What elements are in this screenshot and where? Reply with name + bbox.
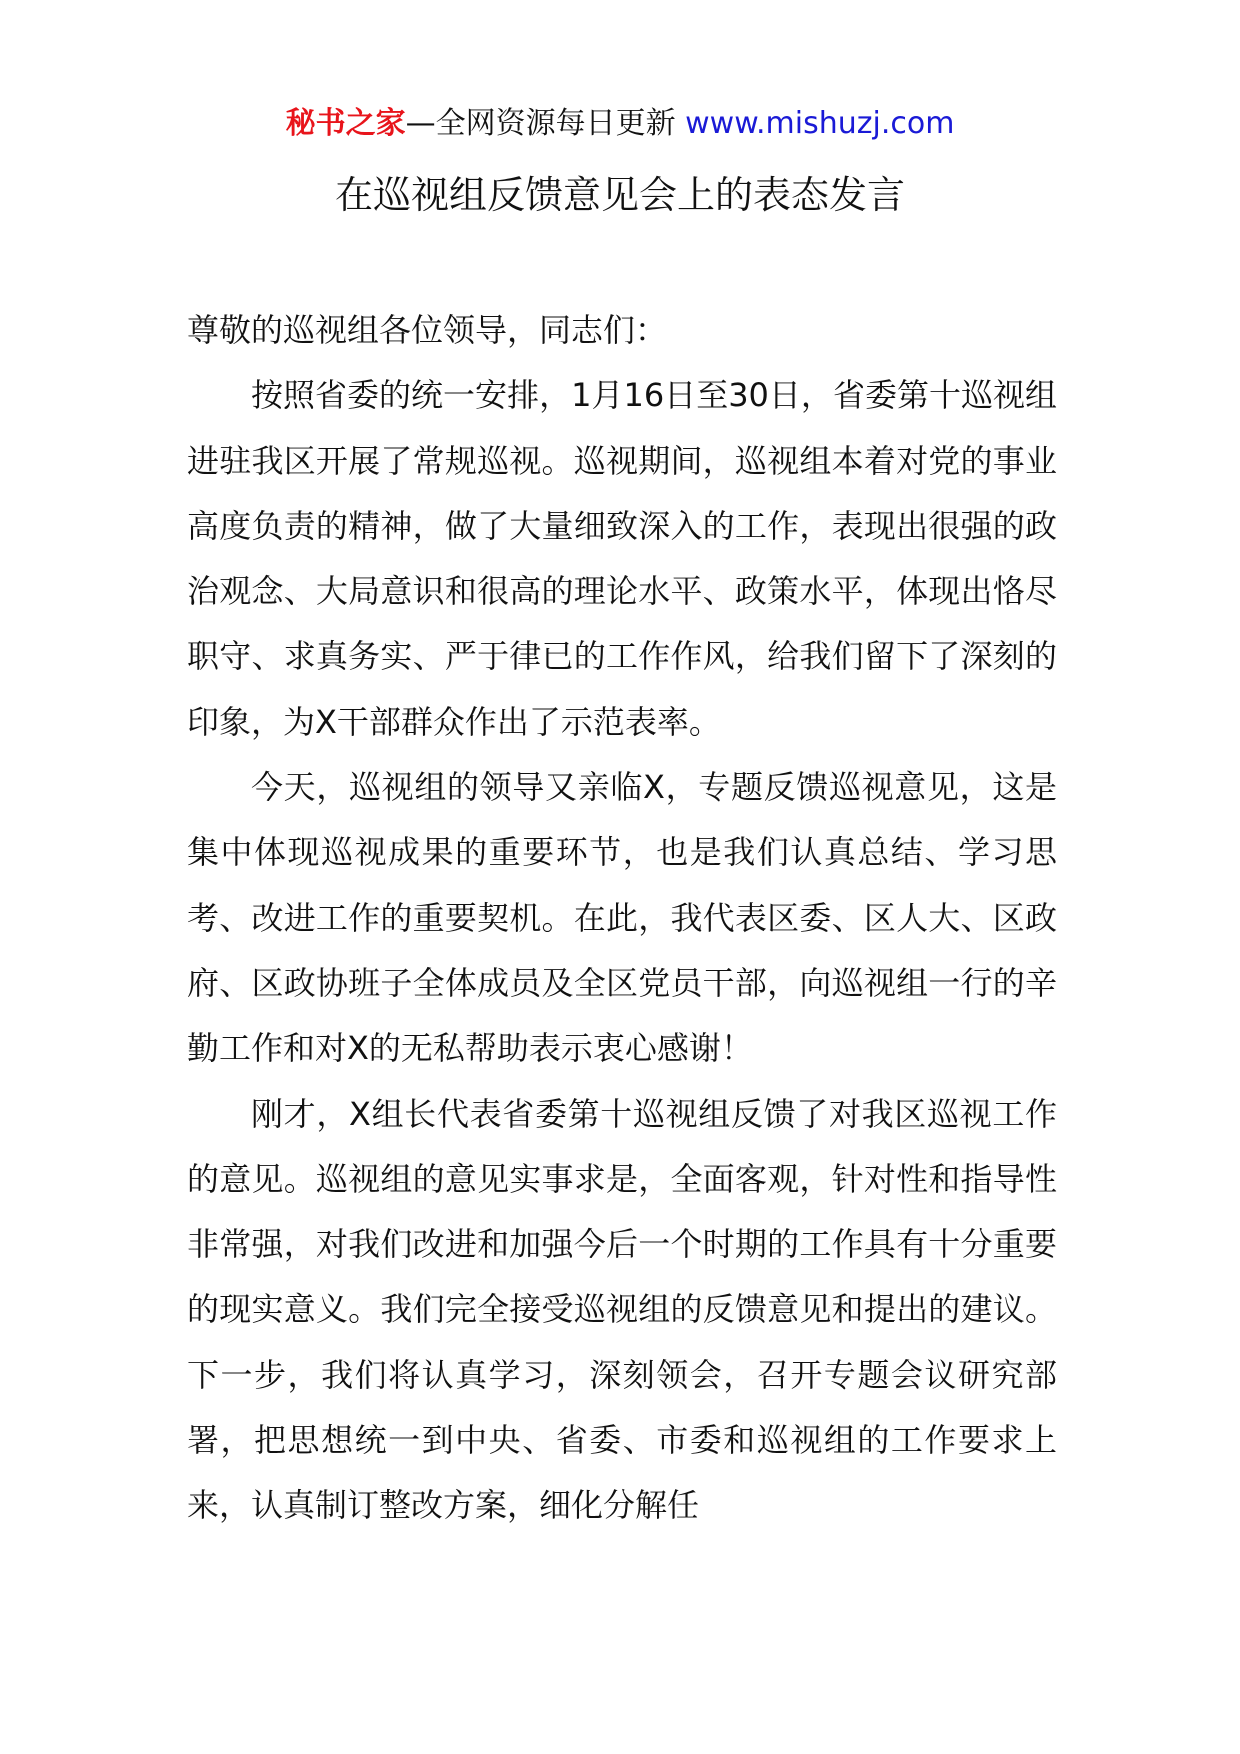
site-header xyxy=(0,104,1240,144)
brand-name: 秘书之家 xyxy=(285,106,406,141)
paragraph: 按照省委的统一安排，1月16日至30日，省委第十巡视组进驻我区开展了常规巡视。巡视期间，巡视组本着对党的事业高度负责的精神，做了大量细致深入的工作，表现出很强的政治观念、大局意识和很高的理论水平、政策水平，体现出恪尽职守、求真务实、严于律已的工作作风，给我们留下了深刻的印象，为X干部群众作出了示范表率。 xyxy=(187,376,1057,741)
site-tagline: —全网资源每日更新 xyxy=(405,106,686,141)
document-body xyxy=(187,298,1057,1539)
paragraph: 刚才，X组长代表省委第十巡视组反馈了对我区巡视工作的意见。巡视组的意见实事求是，全面客观，针对性和指导性非常强，对我们改进和加强今后一个时期的工作具有十分重要的现实意义。我们完全接受巡视组的反馈意见和提出的建议。下一步，我们将认真学习，深刻领会，召开专题会议研究部署，把思想统一到中央、省委、市委和巡视组的工作要求上来，认真制订整改方案，细化分解任 xyxy=(187,1094,1057,1525)
document-title: 在巡视组反馈意见会上的表态发言 xyxy=(334,173,905,217)
salutation: 尊敬的巡视组各位领导，同志们： xyxy=(187,311,668,349)
paragraph: 今天，巡视组的领导又亲临X，专题反馈巡视意见，这是集中体现巡视成果的重要环节，也是我们认真总结、学习思考、改进工作的重要契机。在此，我代表区委、区人大、区政府、区政协班子全体成员及全区党员干部，向巡视组一行的辛勤工作和对X的无私帮助表示衷心感谢！ xyxy=(187,768,1057,1068)
site-url-link[interactable]: www.mishuzj.com xyxy=(685,106,955,141)
